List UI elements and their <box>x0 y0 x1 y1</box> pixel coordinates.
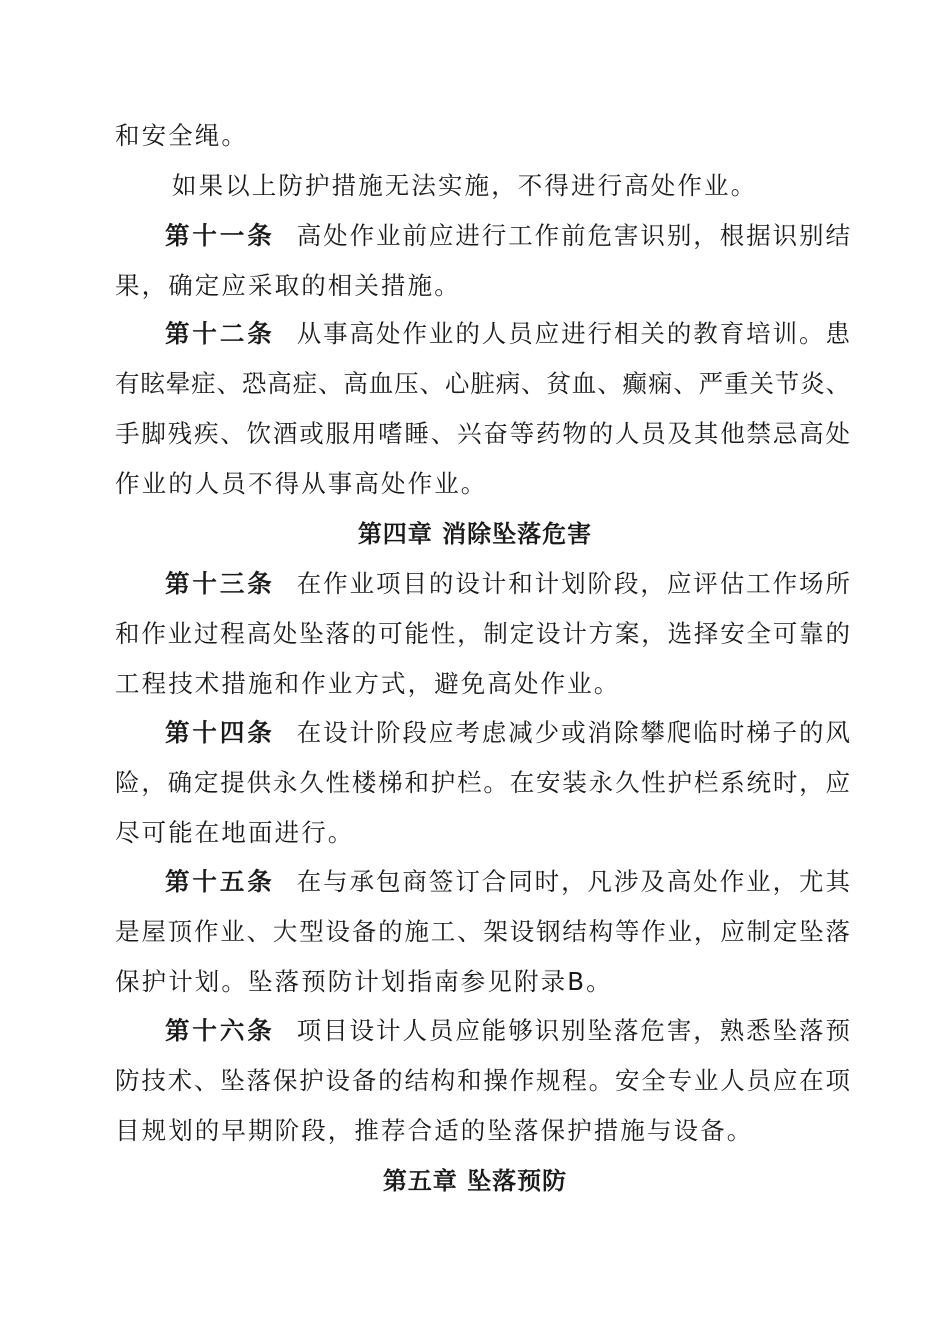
chapter-heading-4: 第四章 消除坠落危害 <box>357 519 593 548</box>
text-line: 尽可能在地面进行。 <box>115 818 355 847</box>
text-line: 工程技术措施和作业方式，避免高处作业。 <box>115 669 621 698</box>
chapter-heading-5: 第五章 坠落预防 <box>382 1166 568 1195</box>
text-line: 目规划的早期阶段，推荐合适的坠落保护措施与设备。 <box>115 1116 754 1145</box>
article-14 <box>115 708 850 858</box>
text-line: 果，确定应采取的相关措施。 <box>115 271 461 300</box>
article-label: 第十二条 <box>165 319 275 348</box>
text-line <box>115 211 850 261</box>
text-line: 有眩晕症、恐高症、高血压、心脏病、贫血、癫痫、严重关节炎、 <box>115 369 850 398</box>
article-label: 第十三条 <box>165 569 275 598</box>
article-text: 高处作业前应进行工作前危害识别，根据识别结 <box>296 221 850 250</box>
text-line <box>115 708 850 758</box>
text-line: 保护计划。坠落预防计划指南参见附录B。 <box>115 967 613 996</box>
paragraph <box>115 161 850 211</box>
text-line: 手脚残疾、饮酒或服用嗜睡、兴奋等药物的人员及其他禁忌高处 <box>115 419 850 448</box>
article-13 <box>115 559 850 709</box>
article-text: 在与承包商签订合同时，凡涉及高处作业，尤其 <box>296 867 850 896</box>
text-line <box>115 857 850 907</box>
text-line: 险，确定提供永久性楼梯和护栏。在安装永久性护栏系统时，应 <box>115 768 850 797</box>
article-label: 第十一条 <box>165 221 275 250</box>
article-text: 项目设计人员应能够识别坠落危害，熟悉坠落预 <box>296 1016 850 1045</box>
article-label: 第十六条 <box>165 1016 275 1045</box>
paragraph-continuation <box>115 111 850 161</box>
text-line: 是屋顶作业、大型设备的施工、架设钢结构等作业，应制定坠落 <box>115 917 850 946</box>
text-line: 和安全绳。 <box>115 121 248 150</box>
text-line <box>115 309 850 359</box>
text-line: 作业的人员不得从事高处作业。 <box>115 469 488 498</box>
article-text: 在作业项目的设计和计划阶段，应评估工作场所 <box>296 569 850 598</box>
text-line <box>115 1006 850 1056</box>
text-line: 和作业过程高处坠落的可能性，制定设计方案，选择安全可靠的 <box>115 619 850 648</box>
article-text: 在设计阶段应考虑减少或消除攀爬临时梯子的风 <box>296 718 850 747</box>
article-16 <box>115 1006 850 1156</box>
article-12 <box>115 309 850 509</box>
text-line: 如果以上防护措施无法实施，不得进行高处作业。 <box>172 171 758 200</box>
text-line: 防技术、坠落保护设备的结构和操作规程。安全专业人员应在项 <box>115 1066 850 1095</box>
article-11 <box>115 211 850 311</box>
text-line <box>115 559 850 609</box>
article-label: 第十五条 <box>165 867 275 896</box>
article-label: 第十四条 <box>165 718 275 747</box>
article-text: 从事高处作业的人员应进行相关的教育培训。患 <box>296 319 850 348</box>
article-15 <box>115 857 850 1007</box>
